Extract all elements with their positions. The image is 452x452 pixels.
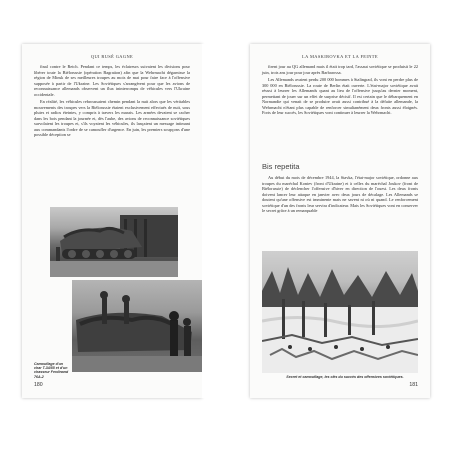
right-page	[250, 44, 430, 398]
section-heading: Bis repetita	[262, 162, 300, 171]
running-head-left: QUI RUSÉ GAGNE	[90, 54, 134, 59]
page-number-right: 181	[409, 382, 418, 388]
paragraph: Au début du mois de décembre 1944, la Stavka, l'état-major soviétique, ordonne aux troupes du maréchal Koniev (front d'Ukraine) et à celles du maréchal Joukov (front de Biélorussie) de déclencher l'offensive d'hiver en direction de l'ouest. Les deux fronts doivent lancer leur attaque en janvier avec deux jours de décalage. Les Allemands se doutent qu'une offensive est imminente mais ne savent ni où ni quand. Le renforcement soviétique d'un des fronts leur servira d'indicateur. Mais les Soviétiques vont en conserver le secret grâce à un remarquable	[262, 175, 418, 213]
left-body-text	[34, 64, 190, 140]
page-number-left: 180	[34, 382, 43, 388]
photo-winter-troops	[262, 251, 418, 373]
photo-soldiers-camouflage	[72, 280, 202, 372]
soldiers-illustration	[72, 280, 202, 372]
paragraph: En réalité, les véhicules rebroussaient chemin pendant la nuit alors que les véritables mouvements des troupes vers la Biélorussie étaient exclusivement effectués de nuit, sous pluies et radios éteintes, y compris à travers les marais. Les armées devaient se cacher dans les bois pendant la journée et, dès l'aube, des avions de reconnaissance soviétiques survolaient les troupes et, s'ils voyaient les véhicules, ils lançaient un message intimant aux commandants l'ordre de se camoufler d'urgence. En juin, les premiers soupçons d'une possible déception se	[34, 99, 190, 137]
tank-illustration	[50, 207, 178, 277]
book-spread	[22, 44, 430, 398]
photo-caption-right: Secret et camouflage, les clés du succès des offensives soviétiques.	[286, 375, 404, 379]
right-body-text-top	[262, 64, 418, 118]
right-body-text-bottom	[262, 175, 418, 216]
photo-caption-left: Camouflage d'un char T-34/85 et d'un chasseur Ferdinand 76A-2	[34, 362, 69, 379]
left-page	[22, 44, 202, 398]
paragraph: Les Allemands avaient perdu 200 000 hommes à Stalingrad, ils vont en perdre plus de 300 000 en Biélorussie. La route de Berlin était ouverte. L'état-major soviétique avait réussi à leurrer les Allemands quant au lieu de l'offensive jusqu'au dernier moment, permettant de jouer sur un effet de surprise décisif. Il est certain que le débarquement en Normandie qui venait de se produire avait aussi contribué à la défaite allemande, la Wehrmacht n'étant plus capable de renforcer simultanément deux fronts aussi éloignés. Forts de leur succès, les Soviétiques vont continuer à leurrer la Wehrmacht.	[262, 77, 418, 115]
photo-camouflaged-tank	[50, 207, 178, 277]
spine-gap	[202, 44, 250, 398]
running-head-right: LA MASKIROVKA ET LA FEINTE	[302, 54, 378, 59]
paragraph: final contre le Reich. Pendant ce temps, les éclaireurs suivaient les divisions pour libérer toute la Biélorussie (opération Bagration) afin que la Wehrmacht dégarnisse la région de Minsk de ses meilleures troupes au mois de mai pour faire face à l'offensive supposée à partir de l'Ukraine. Les Soviétiques s'arrangèrent pour que les avions de reconnaissance allemands observent un flux ininterrompu de véhicules vers l'Ukraine occidentale.	[34, 64, 190, 97]
paragraph: firent jour au QG allemand mais il était trop tard, l'assaut soviétique se produisit le 22 juin, trois ans jour pour jour après Barbarossa.	[262, 64, 418, 75]
winter-illustration	[262, 251, 418, 373]
